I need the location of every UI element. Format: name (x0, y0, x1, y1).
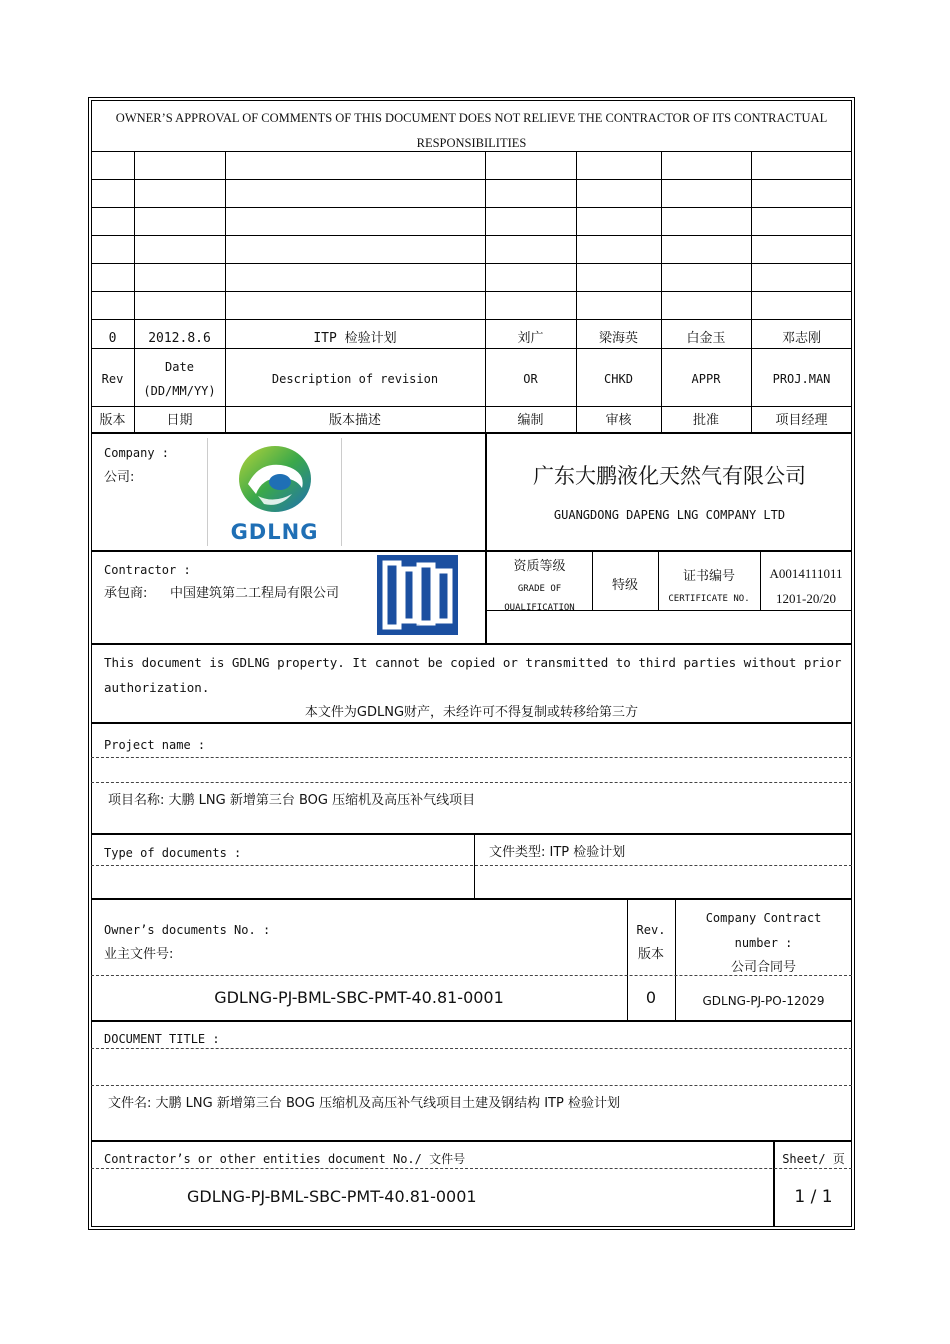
qualification-label-en: GRADE OF (517, 584, 562, 594)
contractor-label-cn: 承包商: (104, 586, 148, 601)
document-title-cn: 文件名: 大鹏 LNG 新增第三台 BOG 压缩机及高压补气线项目土建及钢结构 ITP 检验计划 (108, 1096, 620, 1111)
header-or-cn: 编制 (517, 413, 544, 428)
company-label-en: Company : (104, 446, 170, 460)
header-or: OR (523, 372, 538, 386)
certificate-label-cn: 证书编号 (682, 569, 735, 584)
header-description: Description of revision (271, 372, 439, 386)
property-text-cn: 本文件为GDLNG财产，未经许可不得复制或转移给第三方 (304, 705, 639, 720)
title-label-en: DOCUMENT TITLE : (104, 1032, 220, 1046)
property-text-en: This document is GDLNG property. It cannot be copied or transmitted to third parties without prior (104, 655, 842, 670)
owner-rev-value: 0 (645, 988, 657, 1007)
project-name-cn: 项目名称: 大鹏 LNG 新增第三台 BOG 压缩机及高压补气线项目 (108, 793, 476, 808)
company-name-cn: 广东大鹏液化天然气有限公司 (533, 464, 806, 488)
contractor-label-en: Contractor : (104, 563, 191, 577)
gdlng-logo (207, 438, 342, 546)
property-text-en-2: authorization. (104, 680, 210, 695)
sheet-label: Sheet/ 页 (782, 1152, 845, 1166)
doc-type-value-cn: 文件类型: ITP 检验计划 (489, 845, 626, 860)
owner-rev-label-cn: 版本 (637, 947, 664, 962)
header-rev: Rev (101, 372, 124, 386)
projman-cell: 邓志刚 (781, 331, 821, 346)
notice-line-1: OWNER’S APPROVAL OF COMMENTS OF THIS DOCUMENT DOES NOT RELIEVE THE CONTRACTOR OF ITS CONTRACTUAL (115, 111, 828, 125)
contractor-name-cn: 中国建筑第二工程局有限公司 (170, 586, 340, 601)
qualification-value: 特级 (611, 578, 638, 593)
header-description-cn: 版本描述 (328, 413, 381, 428)
owner-rev-label-en: Rev. (636, 923, 666, 937)
company-name-en: GUANGDONG DAPENG LNG COMPANY LTD (553, 508, 786, 522)
owner-doc-label-en: Owner’s documents No. : (104, 923, 271, 937)
contract-number-value: GDLNG-PJ-PO-12029 (702, 994, 825, 1008)
header-appr: APPR (691, 372, 721, 386)
owner-doc-label-cn: 业主文件号: (104, 947, 174, 962)
contract-label-cn: 公司合同号 (730, 960, 796, 975)
or-cell: 刘广 (517, 331, 544, 346)
notice-line-2: RESPONSIBILITIES (416, 136, 527, 150)
contractor-document-number: GDLNG-PJ-BML-SBC-PMT-40.81-0001 (187, 1187, 477, 1206)
company-label-cn: 公司: (104, 470, 135, 485)
date-cell: 2012.8.6 (148, 331, 211, 346)
header-projman-cn: 项目经理 (775, 413, 828, 428)
qualification-label-cn: 资质等级 (513, 559, 566, 574)
owner-document-number: GDLNG-PJ-BML-SBC-PMT-40.81-0001 (214, 988, 504, 1007)
header-date: Date (165, 360, 194, 374)
project-label-en: Project name : (104, 738, 206, 752)
header-date-format: (DD/MM/YY) (143, 384, 216, 398)
header-chkd: CHKD (604, 372, 633, 386)
header-chkd-cn: 审核 (605, 413, 632, 428)
header-appr-cn: 批准 (692, 413, 719, 428)
qualification-label-en-2: QUALIFICATION (504, 603, 575, 613)
rev-cell: 0 (108, 331, 117, 346)
sheet-value: 1 / 1 (794, 1187, 833, 1207)
contractor-doc-label: Contractor’s or other entities document No./ 文件号 (104, 1152, 466, 1166)
appr-cell: 白金玉 (686, 331, 726, 346)
contract-label-2: number : (734, 936, 793, 950)
description-cell: ITP 检验计划 (313, 331, 397, 346)
gdlng-logo-text: GDLNG (230, 520, 319, 544)
contract-label-1: Company Contract (705, 911, 822, 925)
certificate-value-1: A0014111011 (769, 566, 843, 581)
certificate-label-en: CERTIFICATE NO. (668, 594, 750, 604)
cscec-emblem-icon (377, 555, 458, 635)
chkd-cell: 梁海英 (598, 331, 638, 346)
cscec-logo-text: CSCEC (415, 625, 420, 626)
header-projman: PROJ.MAN (772, 372, 831, 386)
header-rev-cn: 版本 (99, 413, 126, 428)
cscec-logo (377, 555, 458, 635)
certificate-value-2: 1201-20/20 (776, 591, 836, 606)
header-date-cn: 日期 (166, 413, 193, 428)
doc-type-label-en: Type of documents : (104, 846, 242, 860)
